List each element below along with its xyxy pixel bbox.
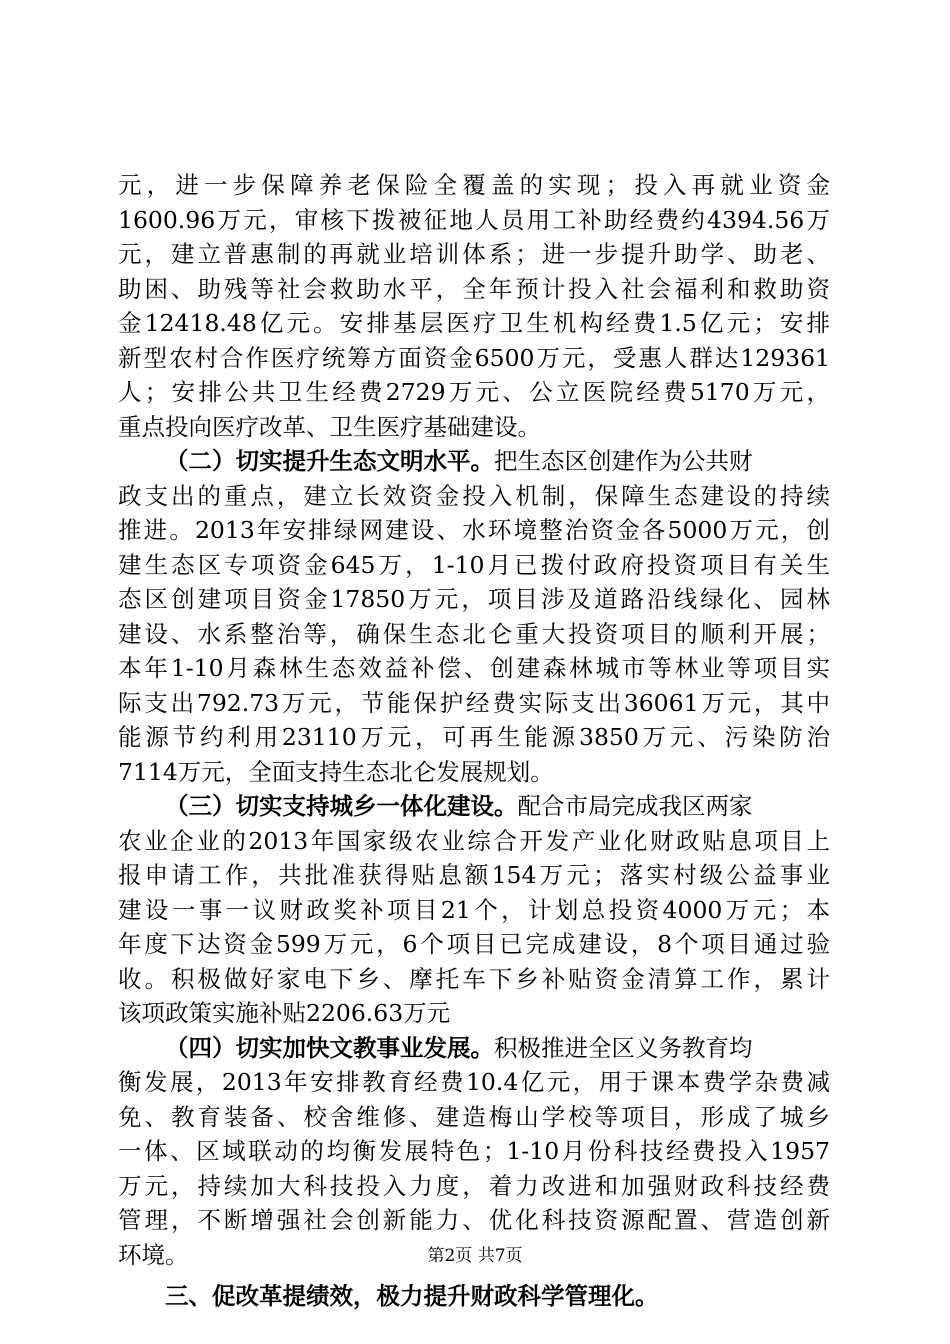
paragraph-text: 把生态区创建作为公共财: [494, 447, 753, 475]
text-line: 元，建立普惠制的再就业培训体系；进一步提升助学、助老、: [118, 240, 830, 268]
text-line: 农业企业的2013年国家级农业综合开发产业化财政贴息项目上: [118, 826, 830, 855]
paragraph-text: 积极推进全区义务教育均: [494, 1033, 753, 1062]
text-line: 一体、区域联动的均衡发展特色；1-10月份科技经费投入1957: [118, 1137, 830, 1165]
paragraph-heading: （二）切实提升生态文明水平。: [165, 447, 494, 475]
text-line: 管理，不断增强社会创新能力、优化科技资源配置、营造创新: [118, 1206, 830, 1234]
text-line: [118, 1031, 830, 1066]
paragraph-heading: （三）切实支持城乡一体化建设。: [165, 792, 518, 820]
text-line: 环境。: [118, 1240, 189, 1269]
text-line: 重点投向医疗改革、卫生医疗基础建设。: [118, 412, 541, 441]
text-line: 能源节约利用23110万元，可再生能源3850万元、污染防治: [118, 723, 830, 751]
text-line: 免、教育装备、校舍维修、建造梅山学校等项目，形成了城乡: [118, 1102, 830, 1131]
page-footer: 第2页 共7页: [427, 1246, 523, 1266]
text-line: 本年1-10月森林生态效益补偿、创建森林城市等林业等项目实: [118, 654, 830, 682]
paragraph-text: 配合市局完成我区两家: [517, 792, 753, 820]
text-line: 建设一事一议财政奖补项目21个，计划总投资4000万元；本: [118, 895, 830, 924]
paragraph-education: [118, 1031, 830, 1273]
text-line: 万元，持续加大科技投入力度，着力改进和加强财政科技经费: [118, 1171, 830, 1200]
text-line: 衡发展，2013年安排教育经费10.4亿元，用于课本费学杂费减: [118, 1068, 830, 1096]
text-line: 年度下达资金599万元，6个项目已完成建设，8个项目通过验: [118, 930, 830, 958]
text-line: 际支出792.73万元，节能保护经费实际支出36061万元，其中: [118, 688, 830, 717]
text-line: 该项政策实施补贴2206.63万元: [118, 999, 451, 1027]
text-line: 助困、助残等社会救助水平，全年预计投入社会福利和救助资: [118, 274, 830, 303]
text-line: 政支出的重点，建立长效资金投入机制，保障生态建设的持续: [118, 481, 830, 510]
paragraph-ecology: [118, 444, 830, 789]
paragraph-urban-rural: [118, 789, 830, 1031]
text-line: 7114万元，全面支持生态北仑发展规划。: [118, 757, 554, 786]
text-line: 1600.96万元，审核下拨被征地人员用工补助经费约4394.56万: [118, 205, 830, 234]
text-line: [118, 444, 830, 479]
text-line: 建设、水系整治等，确保生态北仑重大投资项目的顺利开展；: [118, 619, 830, 648]
document-body: [118, 168, 830, 1318]
text-line: 态区创建项目资金17850万元，项目涉及道路沿线绿化、园林: [118, 585, 830, 613]
paragraph-heading: （四）切实加快文教事业发展。: [165, 1033, 494, 1062]
text-line: 新型农村合作医疗统筹方面资金6500万元，受惠人群达129361: [118, 343, 830, 372]
text-line: 推进。2013年安排绿网建设、水环境整治资金各5000万元，创: [118, 516, 830, 544]
text-line: 元，进一步保障养老保险全覆盖的实现；投入再就业资金: [118, 171, 830, 199]
text-line: 收。积极做好家电下乡、摩托车下乡补贴资金清算工作，累计: [118, 964, 830, 993]
text-line: 报申请工作，共批准获得贴息额154万元；落实村级公益事业: [118, 861, 830, 889]
text-line: [118, 789, 830, 824]
text-line: 建生态区专项资金645万，1-10月已拨付政府投资项目有关生: [118, 550, 830, 579]
text-line: 金12418.48亿元。安排基层医疗卫生机构经费1.5亿元；安排: [118, 309, 830, 337]
paragraph-social-security: [118, 168, 830, 444]
text-line: 人；安排公共卫生经费2729万元、公立医院经费5170万元，: [118, 378, 830, 406]
section-heading: 三、促改革提绩效，极力提升财政科学管理化。: [165, 1282, 659, 1310]
